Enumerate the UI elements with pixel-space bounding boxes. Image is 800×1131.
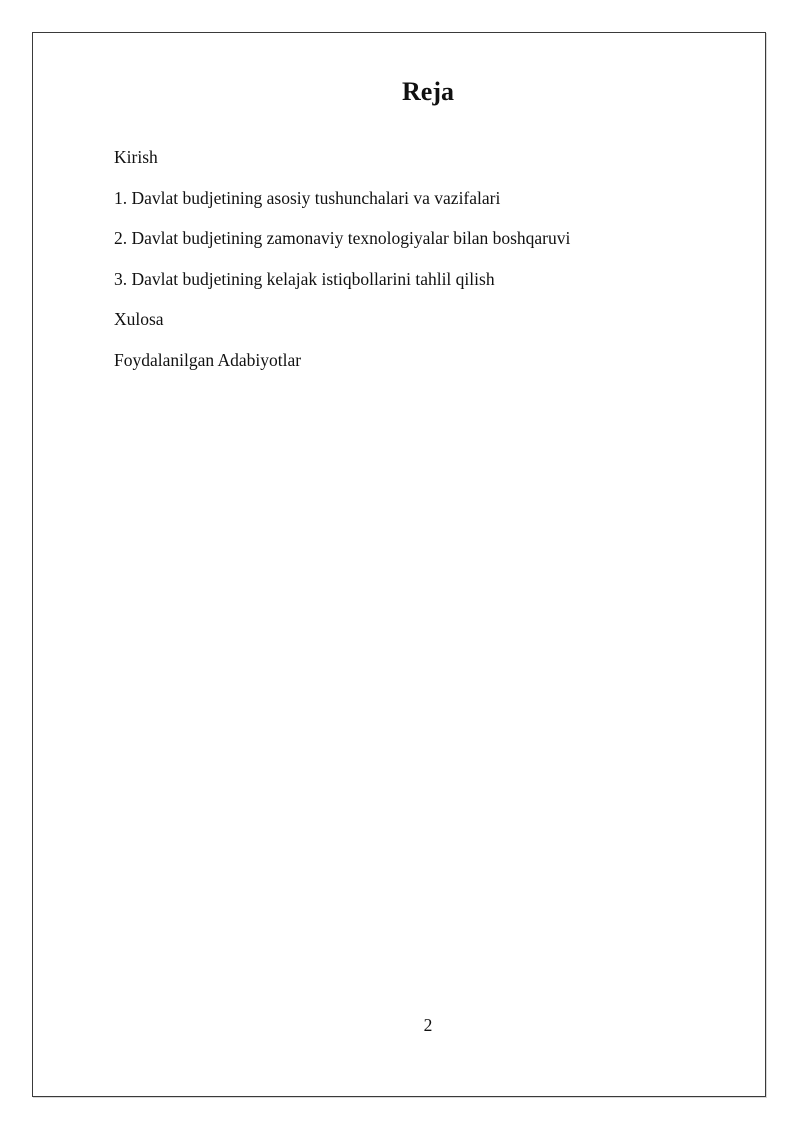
toc-item-conclusion: Xulosa: [114, 309, 164, 329]
toc-item-chapter-3: 3. Davlat budjetining kelajak istiqbollarini tahlil qilish: [114, 268, 495, 289]
toc-item-chapter-1: 1. Davlat budjetining asosiy tushunchalari va vazifalari: [114, 187, 501, 208]
toc-item-intro: Kirish: [114, 147, 158, 167]
page-number: 2: [423, 1015, 433, 1035]
table-of-contents: [114, 145, 570, 388]
toc-item-references: Foydalanilgan Adabiyotlar: [114, 349, 302, 370]
page-title: Reja: [402, 77, 454, 106]
toc-item-chapter-2: 2. Davlat budjetining zamonaviy texnologiyalar bilan boshqaruvi: [114, 228, 571, 248]
